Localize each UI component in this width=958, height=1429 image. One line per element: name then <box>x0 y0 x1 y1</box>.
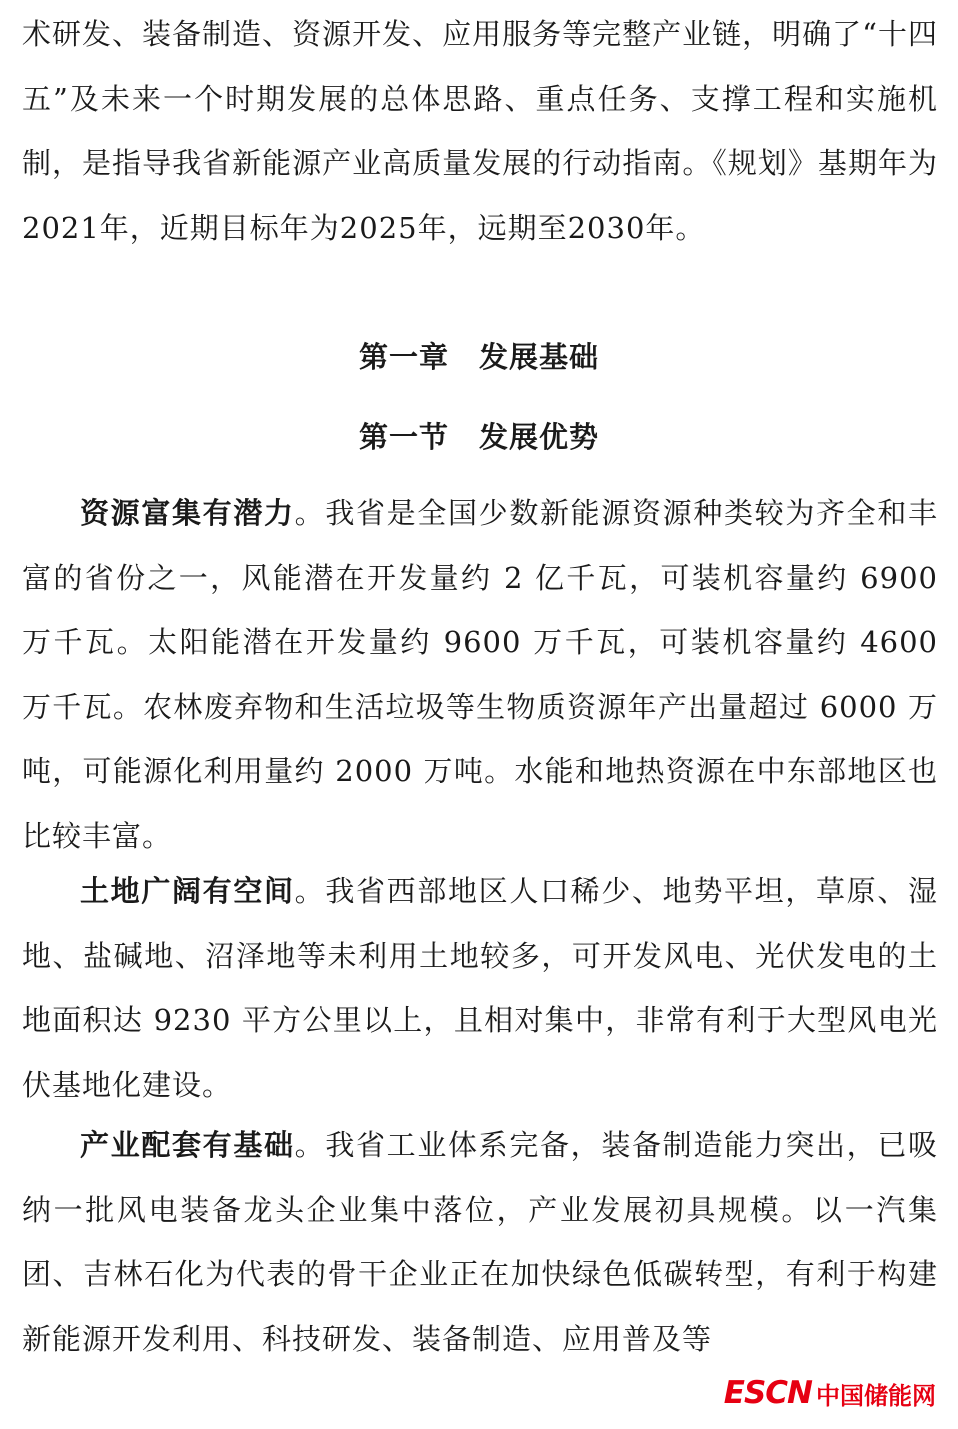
paragraph-body: 。我省工业体系完备，装备制造能力突出，已吸纳一批风电装备龙头企业集中落位，产业发展初具规模。以一汽集团、吉林石化为代表的骨干企业正在加快绿色低碳转型，有利于构建新能源开发利用、科技研发、装备制造、应用普及等 <box>22 1128 938 1356</box>
paragraph-body: 。我省西部地区人口稀少、地势平坦，草原、湿地、盐碱地、沼泽地等未利用土地较多，可开发风电、光伏发电的土地面积达 9230 平方公里以上，且相对集中，非常有利于大型风电光伏基地化建设。 <box>22 874 938 1102</box>
intro-paragraph: 术研发、装备制造、资源开发、应用服务等完整产业链，明确了“十四五”及未来一个时期发展的总体思路、重点任务、支撑工程和实施机制，是指导我省新能源产业高质量发展的行动指南。《规划》基期年为2021年，近期目标年为2025年，远期至2030年。 <box>22 17 938 245</box>
logo-text-cn: 中国储能网 <box>816 1381 936 1410</box>
paragraph-resources <box>22 481 938 868</box>
paragraph-body: 。我省是全国少数新能源资源种类较为齐全和丰富的省份之一，风能潜在开发量约 2 亿千瓦，可装机容量约 6900 万千瓦。太阳能潜在开发量约 9600 万千瓦，可装机容量约 4600 万千瓦。农林废弃物和生活垃圾等生物质资源年产出量超过 6000 万吨，可能源化利用量约 2000 万吨。水能和地热资源在中东部地区也比较丰富。 <box>22 496 938 853</box>
escn-watermark-logo <box>724 1372 936 1414</box>
section-title: 第一节 发展优势 <box>358 420 599 454</box>
chapter-title: 第一章 发展基础 <box>358 340 599 374</box>
paragraph-industry <box>22 1113 938 1371</box>
paragraph-lead: 产业配套有基础 <box>80 1128 295 1162</box>
paragraph-lead: 土地广阔有空间 <box>80 874 295 908</box>
paragraph-lead: 资源富集有潜力 <box>80 496 295 530</box>
logo-text-en: ESCN <box>723 1375 812 1411</box>
paragraph-land <box>22 859 938 1117</box>
